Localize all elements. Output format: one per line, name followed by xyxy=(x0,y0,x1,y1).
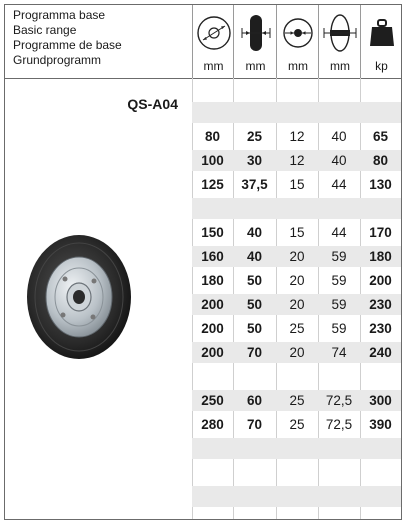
table-cell: 180 xyxy=(201,273,224,288)
table-cell: 70 xyxy=(246,345,263,360)
unit-load: kp xyxy=(375,59,388,73)
table-cell: 230 xyxy=(369,297,392,312)
table-cell: 20 xyxy=(289,273,305,288)
title-italian: Programma base xyxy=(13,8,106,22)
table-cell: 50 xyxy=(246,273,263,288)
title-english: Basic range xyxy=(13,23,77,37)
table-cell: 40 xyxy=(246,225,263,240)
table-cell: 59 xyxy=(331,249,347,264)
table-cell: 160 xyxy=(201,249,224,264)
header-col-hub xyxy=(318,5,361,78)
table-cell: 65 xyxy=(372,129,389,144)
table-cell: 74 xyxy=(331,345,347,360)
table-cell: 25 xyxy=(246,129,263,144)
unit-diameter: mm xyxy=(203,59,224,73)
range-titles xyxy=(13,8,122,68)
bore-hole-icon xyxy=(281,16,315,50)
table-cell: 25 xyxy=(289,393,305,408)
table-cell: 59 xyxy=(331,273,347,288)
table-cell: 80 xyxy=(372,153,389,168)
weight-icon xyxy=(369,18,395,48)
table-cell: 15 xyxy=(289,225,305,240)
table-cell: 390 xyxy=(369,417,392,432)
table-cell: 20 xyxy=(289,297,305,312)
table-cell: 200 xyxy=(201,345,224,360)
table-cell: 40 xyxy=(331,129,347,144)
table-cell: 59 xyxy=(331,297,347,312)
table-cell: 300 xyxy=(369,393,392,408)
table-cell: 150 xyxy=(201,225,224,240)
wheel-image xyxy=(25,233,133,361)
header-col-bore xyxy=(276,5,319,78)
header-col-diameter xyxy=(192,5,234,78)
table-cell: 40 xyxy=(246,249,263,264)
table-cell: 25 xyxy=(289,417,305,432)
table-cell: 130 xyxy=(369,177,392,192)
hub-length-icon xyxy=(322,13,358,53)
wheel-diameter-icon xyxy=(196,15,232,51)
table-cell: 12 xyxy=(289,129,305,144)
table-cell: 50 xyxy=(246,297,263,312)
model-code: QS-A04 xyxy=(127,96,178,112)
table-cell: 70 xyxy=(246,417,263,432)
table-cell: 200 xyxy=(201,321,224,336)
title-german: Grundprogramm xyxy=(13,53,102,67)
header-col-load xyxy=(360,5,402,78)
title-french: Programme de base xyxy=(13,38,122,52)
table-cell: 44 xyxy=(331,177,347,192)
table-cell: 20 xyxy=(289,345,305,360)
product-table xyxy=(4,4,402,520)
table-cell: 125 xyxy=(201,177,224,192)
table-cell: 250 xyxy=(201,393,224,408)
table-cell: 230 xyxy=(369,321,392,336)
unit-bore: mm xyxy=(288,59,308,73)
table-cell: 40 xyxy=(331,153,347,168)
table-header xyxy=(5,5,401,79)
unit-width: mm xyxy=(245,59,266,73)
table-cell: 44 xyxy=(331,225,347,240)
wheel-width-icon xyxy=(239,13,273,53)
table-cell: 240 xyxy=(369,345,392,360)
table-cell: 280 xyxy=(201,417,224,432)
table-cell: 50 xyxy=(246,321,263,336)
table-cell: 180 xyxy=(369,249,392,264)
table-cell: 170 xyxy=(369,225,392,240)
table-cell: 200 xyxy=(369,273,392,288)
table-cell: 72,5 xyxy=(325,417,353,432)
table-cell: 25 xyxy=(289,321,305,336)
table-cell: 37,5 xyxy=(241,177,268,192)
table-cell: 59 xyxy=(331,321,347,336)
table-cell: 100 xyxy=(201,153,224,168)
table-cell: 60 xyxy=(246,393,263,408)
table-cell: 30 xyxy=(246,153,263,168)
table-cell: 200 xyxy=(201,297,224,312)
table-cell: 80 xyxy=(204,129,221,144)
header-col-width xyxy=(233,5,277,78)
table-cell: 12 xyxy=(289,153,305,168)
table-cell: 20 xyxy=(289,249,305,264)
table-cell: 72,5 xyxy=(325,393,353,408)
unit-hub: mm xyxy=(330,59,350,73)
table-cell: 15 xyxy=(289,177,305,192)
